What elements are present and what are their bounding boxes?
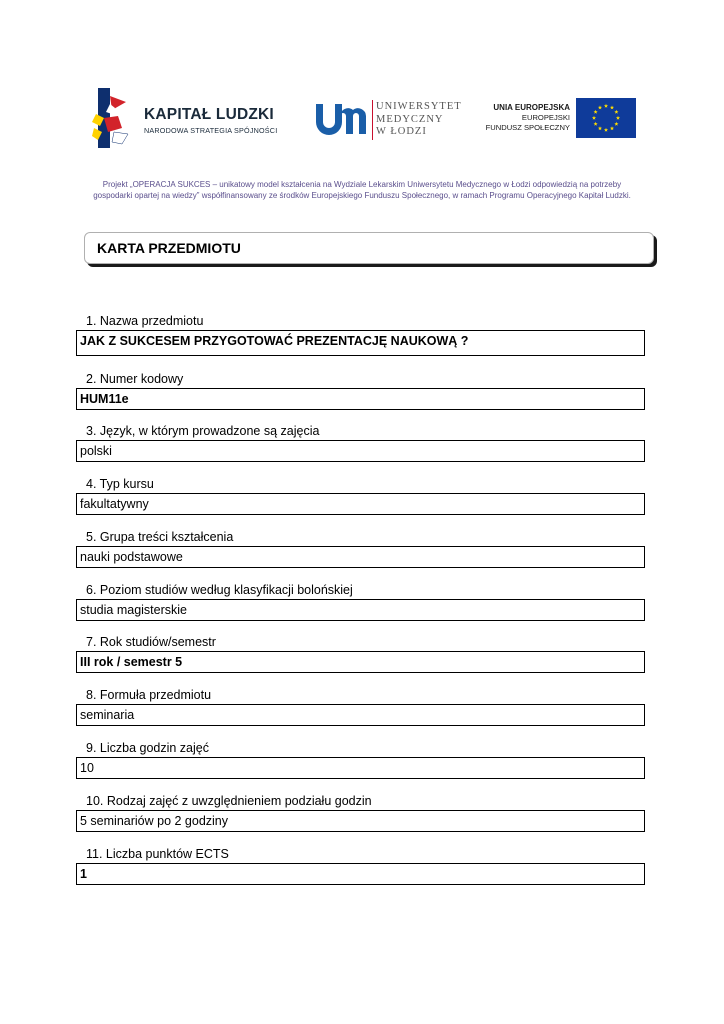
field-label: 1. Nazwa przedmiotu — [86, 314, 204, 328]
field-value: fakultatywny — [80, 497, 149, 511]
field-label: 8. Formuła przedmiotu — [86, 688, 212, 702]
field-label: 9. Liczba godzin zajęć — [86, 741, 209, 755]
eu-star-icon — [592, 116, 596, 120]
university-name-line3: W ŁODZI — [376, 126, 427, 137]
field-value-box — [76, 863, 645, 885]
field-label: 11. Liczba punktów ECTS — [86, 847, 229, 861]
title-box — [84, 232, 654, 264]
field-value: JAK Z SUKCESEM PRZYGOTOWAĆ PREZENTACJĘ NAUKOWĄ ? — [80, 334, 469, 348]
eu-text-line2: EUROPEJSKI — [521, 113, 570, 123]
field-value: studia magisterskie — [80, 603, 187, 617]
um-monogram-icon — [314, 102, 368, 136]
field-value-box — [76, 704, 645, 726]
eu-star-icon — [598, 126, 602, 130]
field-label: 5. Grupa treści kształcenia — [86, 530, 234, 544]
university-name — [376, 101, 462, 139]
eu-star-icon — [616, 116, 620, 120]
field-label: 2. Numer kodowy — [86, 372, 184, 386]
kapital-ludzki-logo — [92, 88, 282, 152]
eu-flag-icon — [576, 98, 636, 138]
field-value-box — [76, 546, 645, 568]
field-value-box — [76, 599, 645, 621]
eu-star-icon — [594, 110, 598, 114]
kapital-ludzki-emblem-icon — [92, 88, 136, 152]
field-value: nauki podstawowe — [80, 550, 183, 564]
eu-star-icon — [614, 122, 618, 126]
field-label: 10. Rodzaj zajęć z uwzględnieniem podziału godzin — [86, 794, 372, 808]
university-name-line2: MEDYCZNY — [376, 113, 444, 125]
field-value: 10 — [80, 761, 94, 775]
eu-text-line1: UNIA EUROPEJSKA — [493, 103, 570, 112]
field-value: polski — [80, 444, 112, 458]
field-value: III rok / semestr 5 — [80, 655, 183, 669]
field-value: 1 — [80, 867, 87, 881]
eu-star-icon — [604, 128, 608, 132]
kapital-ludzki-title: KAPITAŁ LUDZKI — [144, 106, 274, 123]
eu-star-icon — [610, 126, 614, 130]
eu-text-line3: FUNDUSZ SPOŁECZNY — [485, 123, 570, 133]
eu-star-icon — [614, 110, 618, 114]
um-divider — [372, 100, 373, 140]
field-value-box — [76, 757, 645, 779]
field-label: 3. Język, w którym prowadzone są zajęcia — [86, 424, 320, 438]
field-value-box — [76, 493, 645, 515]
eu-logo — [484, 98, 636, 140]
field-value: HUM11e — [80, 392, 129, 406]
project-note: Projekt „OPERACJA SUKCES – unikatowy model kształcenia na Wydziale Lekarskim Uniwersytetu Medycznego w Łodzi odpowiedzią na potrzeby gospodarki opartej na wiedzy” współfinansowany ze środków Europejskiego Funduszu Społecznego, w ramach Programu Operacyjnego Kapitał Ludzki. — [93, 180, 631, 200]
field-label: 6. Poziom studiów według klasyfikacji bolońskiej — [86, 583, 353, 597]
page-title: KARTA PRZEDMIOTU — [97, 240, 241, 256]
field-label: 4. Typ kursu — [86, 477, 154, 491]
field-value-box — [76, 388, 645, 410]
eu-star-icon — [604, 104, 608, 108]
field-value-box — [76, 440, 645, 462]
eu-star-icon — [598, 105, 602, 109]
field-label: 7. Rok studiów/semestr — [86, 635, 216, 649]
university-name-line1: UNIWERSYTET — [376, 101, 462, 112]
field-value: 5 seminariów po 2 godziny — [80, 814, 228, 828]
kapital-ludzki-subtitle: NARODOWA STRATEGIA SPÓJNOŚCI — [144, 126, 278, 135]
field-value: seminaria — [80, 708, 135, 722]
field-value-box — [76, 330, 645, 356]
eu-star-icon — [610, 105, 614, 109]
field-value-box — [76, 810, 645, 832]
field-value-box — [76, 651, 645, 673]
eu-star-icon — [594, 122, 598, 126]
eu-stars — [576, 98, 636, 138]
university-logo — [314, 100, 464, 142]
eu-text — [486, 103, 570, 134]
